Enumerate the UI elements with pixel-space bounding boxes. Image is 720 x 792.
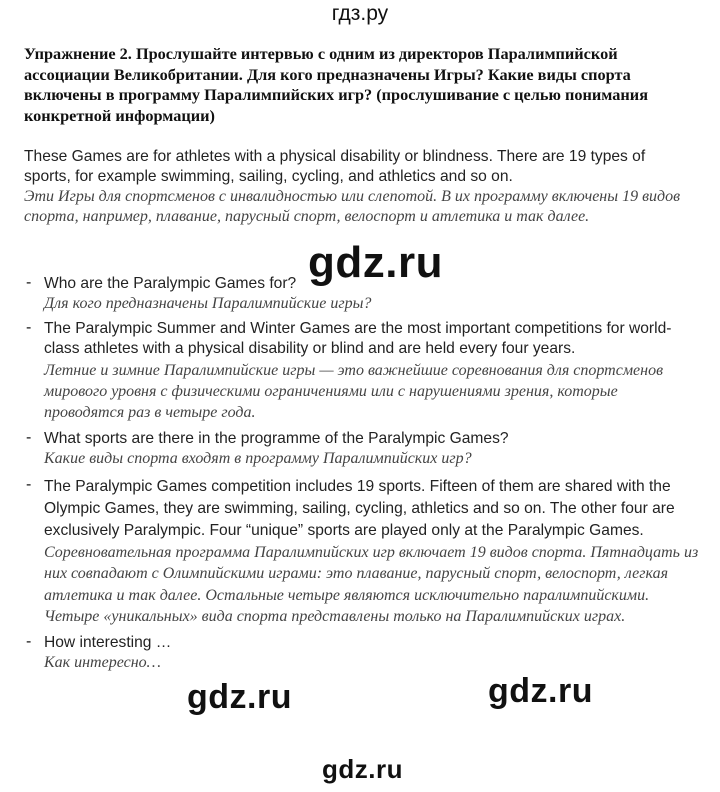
dialogue-english: How interesting … (44, 633, 172, 651)
dash-marker: - (26, 475, 32, 493)
watermark: gdz.ru (322, 754, 403, 784)
dialogue-english: The Paralympic Games competition includes 19 sports. Fifteen of them are shared with the Olympic Games, they are swimming, sailing, cycling, athletics and so on. The other four are exclusively Paralympic. Four “unique” sports are played only at the Paralympic Games. (44, 477, 675, 539)
dialogue-english: The Paralympic Summer and Winter Games are the most important competitions for world-class athletes with a physical disability or blind and are held every four years. (44, 320, 672, 358)
dialogue (20, 274, 700, 673)
dialogue-russian: Летние и зимние Паралимпийские игры — это важнейшие соревнования для спортсменов мирового уровня с физическими ограничениями или с нарушениями зрения, которые проводятся раз в четыре года. (44, 361, 664, 421)
dialogue-english: What sports are there in the programme of the Paralympic Games? (44, 429, 509, 447)
exercise-heading: Упражнение 2. Прослушайте интервью с одним из директоров Паралимпийской ассоциации Великобритании. Для кого предназначены Игры? Какие виды спорта включены в программу Паралимпийских игр? (прослушивание с целью понимания конкретной информации) (24, 44, 648, 125)
dialogue-line (20, 476, 700, 628)
dialogue-russian: Для кого предназначены Паралимпийские игры? (44, 295, 372, 313)
dash-marker: - (26, 632, 32, 650)
site-header: гдз.ру (331, 2, 389, 25)
dash-marker: - (26, 319, 32, 337)
watermark: gdz.ru (308, 238, 443, 287)
dialogue-russian: Соревновательная программа Паралимпийских игр включает 19 видов спорта. Пятнадцать из них совпадают с Олимпийскими играми: это плавание, парусный спорт, велоспорт, легкая атлетика и так далее. Остальные четыре являются исключительно паралимпийскими. Четыре «уникальных» вида спорта представлены только на Паралимпийских играх. (44, 543, 699, 626)
dialogue-russian: Как интересно… (44, 654, 161, 672)
watermark: gdz.ru (488, 672, 593, 710)
dialogue-english: Who are the Paralympic Games for? (44, 275, 297, 292)
intro-russian: Эти Игры для спортсменов с инвалидностью или слепотой. В их программу включены 19 видов спорта, например, плавание, парусный спорт, велоспорт и атлетика и так далее. (24, 188, 681, 225)
dialogue-line (20, 429, 700, 469)
intro-paragraph (24, 147, 684, 227)
dash-marker: - (26, 428, 32, 446)
intro-english: These Games are for athletes with a physical disability or blindness. There are 19 types of sports, for example swimming, sailing, cycling, and athletics and so on. (24, 148, 646, 185)
dash-marker: - (26, 274, 32, 291)
dialogue-line (20, 319, 700, 422)
watermark: gdz.ru (187, 678, 292, 716)
dialogue-russian: Какие виды спорта входят в программу Паралимпийских игр? (44, 449, 472, 467)
dialogue-line (20, 633, 700, 673)
